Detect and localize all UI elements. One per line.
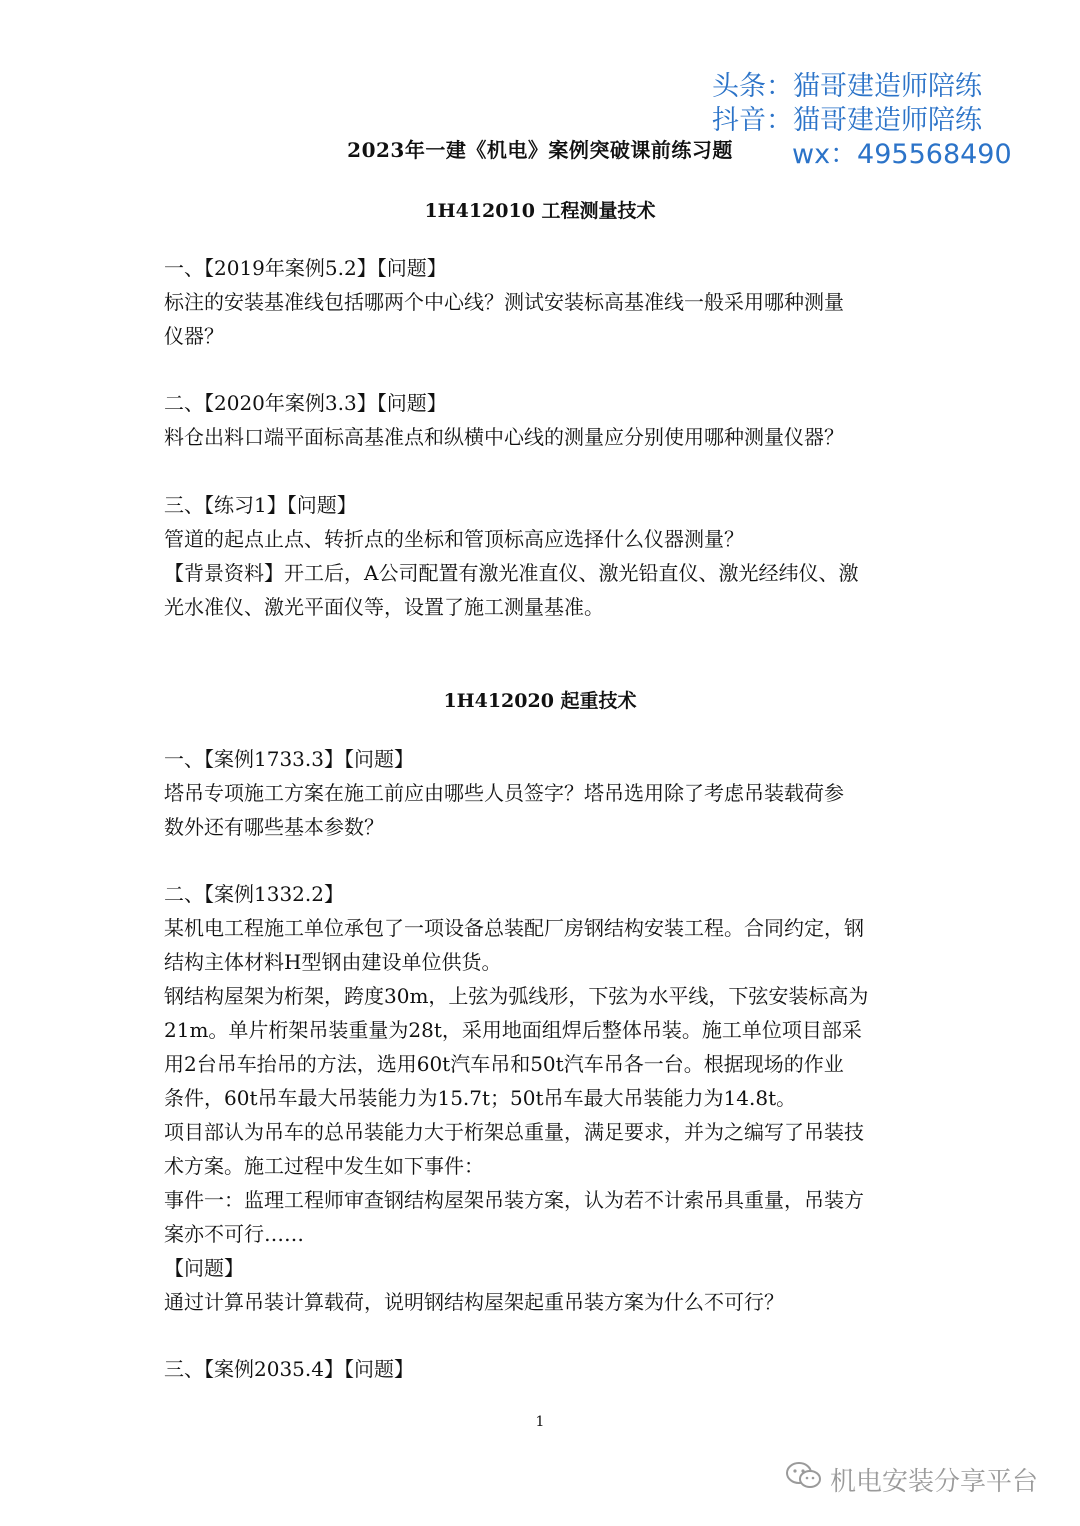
question-heading: 一、【2019年案例5.2】【问题】 (164, 256, 447, 280)
case-text: 术方案。施工过程中发生如下事件： (164, 1154, 484, 1178)
brand-wx: wx：495568490 (792, 139, 1012, 170)
case-text: 钢结构屋架为桁架，跨度30m，上弦为弧线形，下弦为水平线，下弦安装标高为 (164, 984, 869, 1008)
section-title-lifting: 1H412020 起重技术 (443, 690, 637, 712)
background-text: 【背景资料】开工后，A公司配置有激光准直仪、激光铅直仪、激光经纬仪、激 (164, 561, 859, 585)
case-text: 用2台吊车抬吊的方法，选用60t汽车吊和50t汽车吊各一台。根据现场的作业 (164, 1052, 844, 1076)
background-text: 光水准仪、激光平面仪等，设置了施工测量基准。 (164, 595, 604, 619)
case-paragraph (164, 877, 924, 1319)
brand-douyin: 抖音：猫哥建造师陪练 (712, 105, 982, 136)
question-heading: 一、【案例1733.3】【问题】 (164, 747, 414, 771)
question-heading: 二、【案例1332.2】 (164, 882, 344, 906)
question-text: 标注的安装基准线包括哪两个中心线？测试安装标高基准线一般采用哪种测量 (164, 290, 844, 314)
question-heading: 三、【案例2035.4】【问题】 (164, 1357, 414, 1381)
question-text: 仪器？ (164, 324, 224, 348)
question-heading: 三、【练习1】【问题】 (164, 493, 357, 517)
page-number: 1 (535, 1414, 545, 1430)
question-label: 【问题】 (164, 1256, 244, 1280)
case-text: 某机电工程施工单位承包了一项设备总装配厂房钢结构安装工程。合同约定，钢 (164, 916, 864, 940)
wechat-icon (784, 1460, 830, 1499)
brand-toutiao: 头条：猫哥建造师陪练 (712, 71, 982, 102)
question-text: 塔吊专项施工方案在施工前应由哪些人员签字？塔吊选用除了考虑吊装载荷参 (164, 781, 844, 805)
case-text: 事件一：监理工程师审查钢结构屋架吊装方案，认为若不计索吊具重量，吊装方 (164, 1188, 864, 1212)
platform-watermark (784, 1460, 1038, 1499)
question-paragraph (164, 488, 924, 624)
case-text: 条件，60t吊车最大吊装能力为15.7t；50t吊车最大吊装能力为14.8t。 (164, 1086, 797, 1110)
case-text: 项目部认为吊车的总吊装能力大于桁架总重量，满足要求，并为之编写了吊装技 (164, 1120, 864, 1144)
watermark-text: 机电安装分享平台 (830, 1467, 1039, 1497)
question-paragraph (164, 742, 924, 844)
document-title: 2023年一建《机电》案例突破课前练习题 (347, 138, 733, 162)
question-text: 管道的起点止点、转折点的坐标和管顶标高应选择什么仪器测量？ (164, 527, 744, 551)
question-paragraph (164, 386, 924, 454)
question-heading: 二、【2020年案例3.3】【问题】 (164, 391, 447, 415)
case-text: 21m。单片桁架吊装重量为28t，采用地面组焊后整体吊装。施工单位项目部采 (164, 1018, 862, 1042)
case-text: 案亦不可行…… (164, 1222, 304, 1246)
question-text: 通过计算吊装计算载荷，说明钢结构屋架起重吊装方案为什么不可行？ (164, 1290, 784, 1314)
question-paragraph (164, 1352, 924, 1386)
question-text: 料仓出料口端平面标高基准点和纵横中心线的测量应分别使用哪种测量仪器？ (164, 425, 844, 449)
case-text: 结构主体材料H型钢由建设单位供货。 (164, 950, 502, 974)
section-title-surveying: 1H412010 工程测量技术 (424, 200, 656, 222)
question-text: 数外还有哪些基本参数？ (164, 815, 384, 839)
question-paragraph (164, 251, 924, 353)
